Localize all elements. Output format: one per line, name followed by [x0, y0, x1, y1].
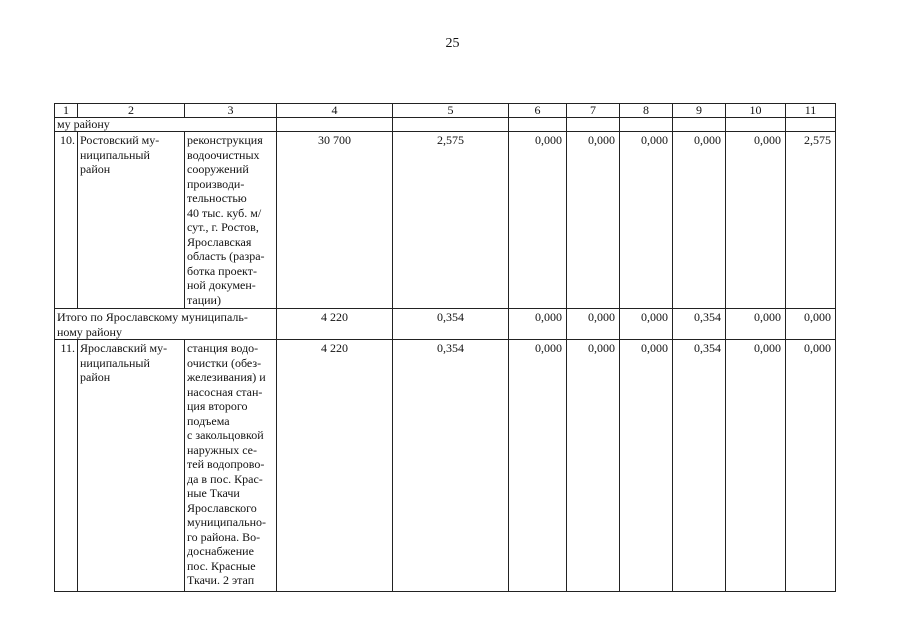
value-cell: 2,575 [786, 132, 836, 309]
header-cell: 11 [786, 104, 836, 118]
value-cell: 0,000 [726, 132, 786, 309]
header-cell: 6 [509, 104, 567, 118]
district-name: Ярославский му- ниципальный район [78, 340, 185, 592]
value-cell: 0,354 [393, 309, 509, 340]
value-cell: 0,000 [726, 340, 786, 592]
header-cell: 2 [78, 104, 185, 118]
value-cell: 0,000 [620, 132, 673, 309]
header-cell: 10 [726, 104, 786, 118]
total-label: Итого по Ярославскому муниципаль- ному району [55, 309, 277, 340]
header-row [55, 104, 836, 118]
value-cell: 0,000 [509, 309, 567, 340]
value-cell: 2,575 [393, 132, 509, 309]
table-row [55, 340, 836, 592]
page-number: 25 [445, 36, 460, 51]
value-cell: 0,000 [509, 340, 567, 592]
value-cell: 0,354 [673, 340, 726, 592]
table-row [55, 132, 836, 309]
value-cell: 0,000 [567, 309, 620, 340]
value-cell: 4 220 [277, 309, 393, 340]
budget-table [54, 103, 836, 592]
total-row [55, 309, 836, 340]
header-cell: 7 [567, 104, 620, 118]
value-cell: 0,354 [673, 309, 726, 340]
value-cell: 0,000 [786, 340, 836, 592]
header-cell: 8 [620, 104, 673, 118]
value-cell: 0,000 [567, 132, 620, 309]
value-cell: 0,000 [726, 309, 786, 340]
value-cell: 0,000 [567, 340, 620, 592]
value-cell: 0,354 [393, 340, 509, 592]
header-cell: 9 [673, 104, 726, 118]
value-cell: 0,000 [786, 309, 836, 340]
value-cell: 0,000 [620, 309, 673, 340]
value-cell: 0,000 [620, 340, 673, 592]
district-name: Ростовский му- ниципальный район [78, 132, 185, 309]
row-number: 11. [55, 340, 78, 592]
value-cell: 30 700 [277, 132, 393, 309]
header-cell: 1 [55, 104, 78, 118]
row-number: 10. [55, 132, 78, 309]
header-cell: 3 [185, 104, 277, 118]
object-description: реконструкция водоочистных сооружений производи- тельностью 40 тыс. куб. м/ сут., г. Ростов, Ярославская область (разра- ботка проект- ной докумен- тации) [185, 132, 277, 309]
continuation-row [55, 118, 836, 132]
value-cell: 0,000 [673, 132, 726, 309]
header-cell: 5 [393, 104, 509, 118]
header-cell: 4 [277, 104, 393, 118]
object-description: станция водо- очистки (обез- железивания) и насосная стан- ция второго подъема с закольцовкой наружных се- тей водопрово- да в пос. Крас- ные Ткачи Ярославского муниципально- го района. Во- доснабжение пос. Красные Ткачи. 2 этап [185, 340, 277, 592]
value-cell: 4 220 [277, 340, 393, 592]
value-cell: 0,000 [509, 132, 567, 309]
continuation-text: му району [55, 118, 277, 132]
